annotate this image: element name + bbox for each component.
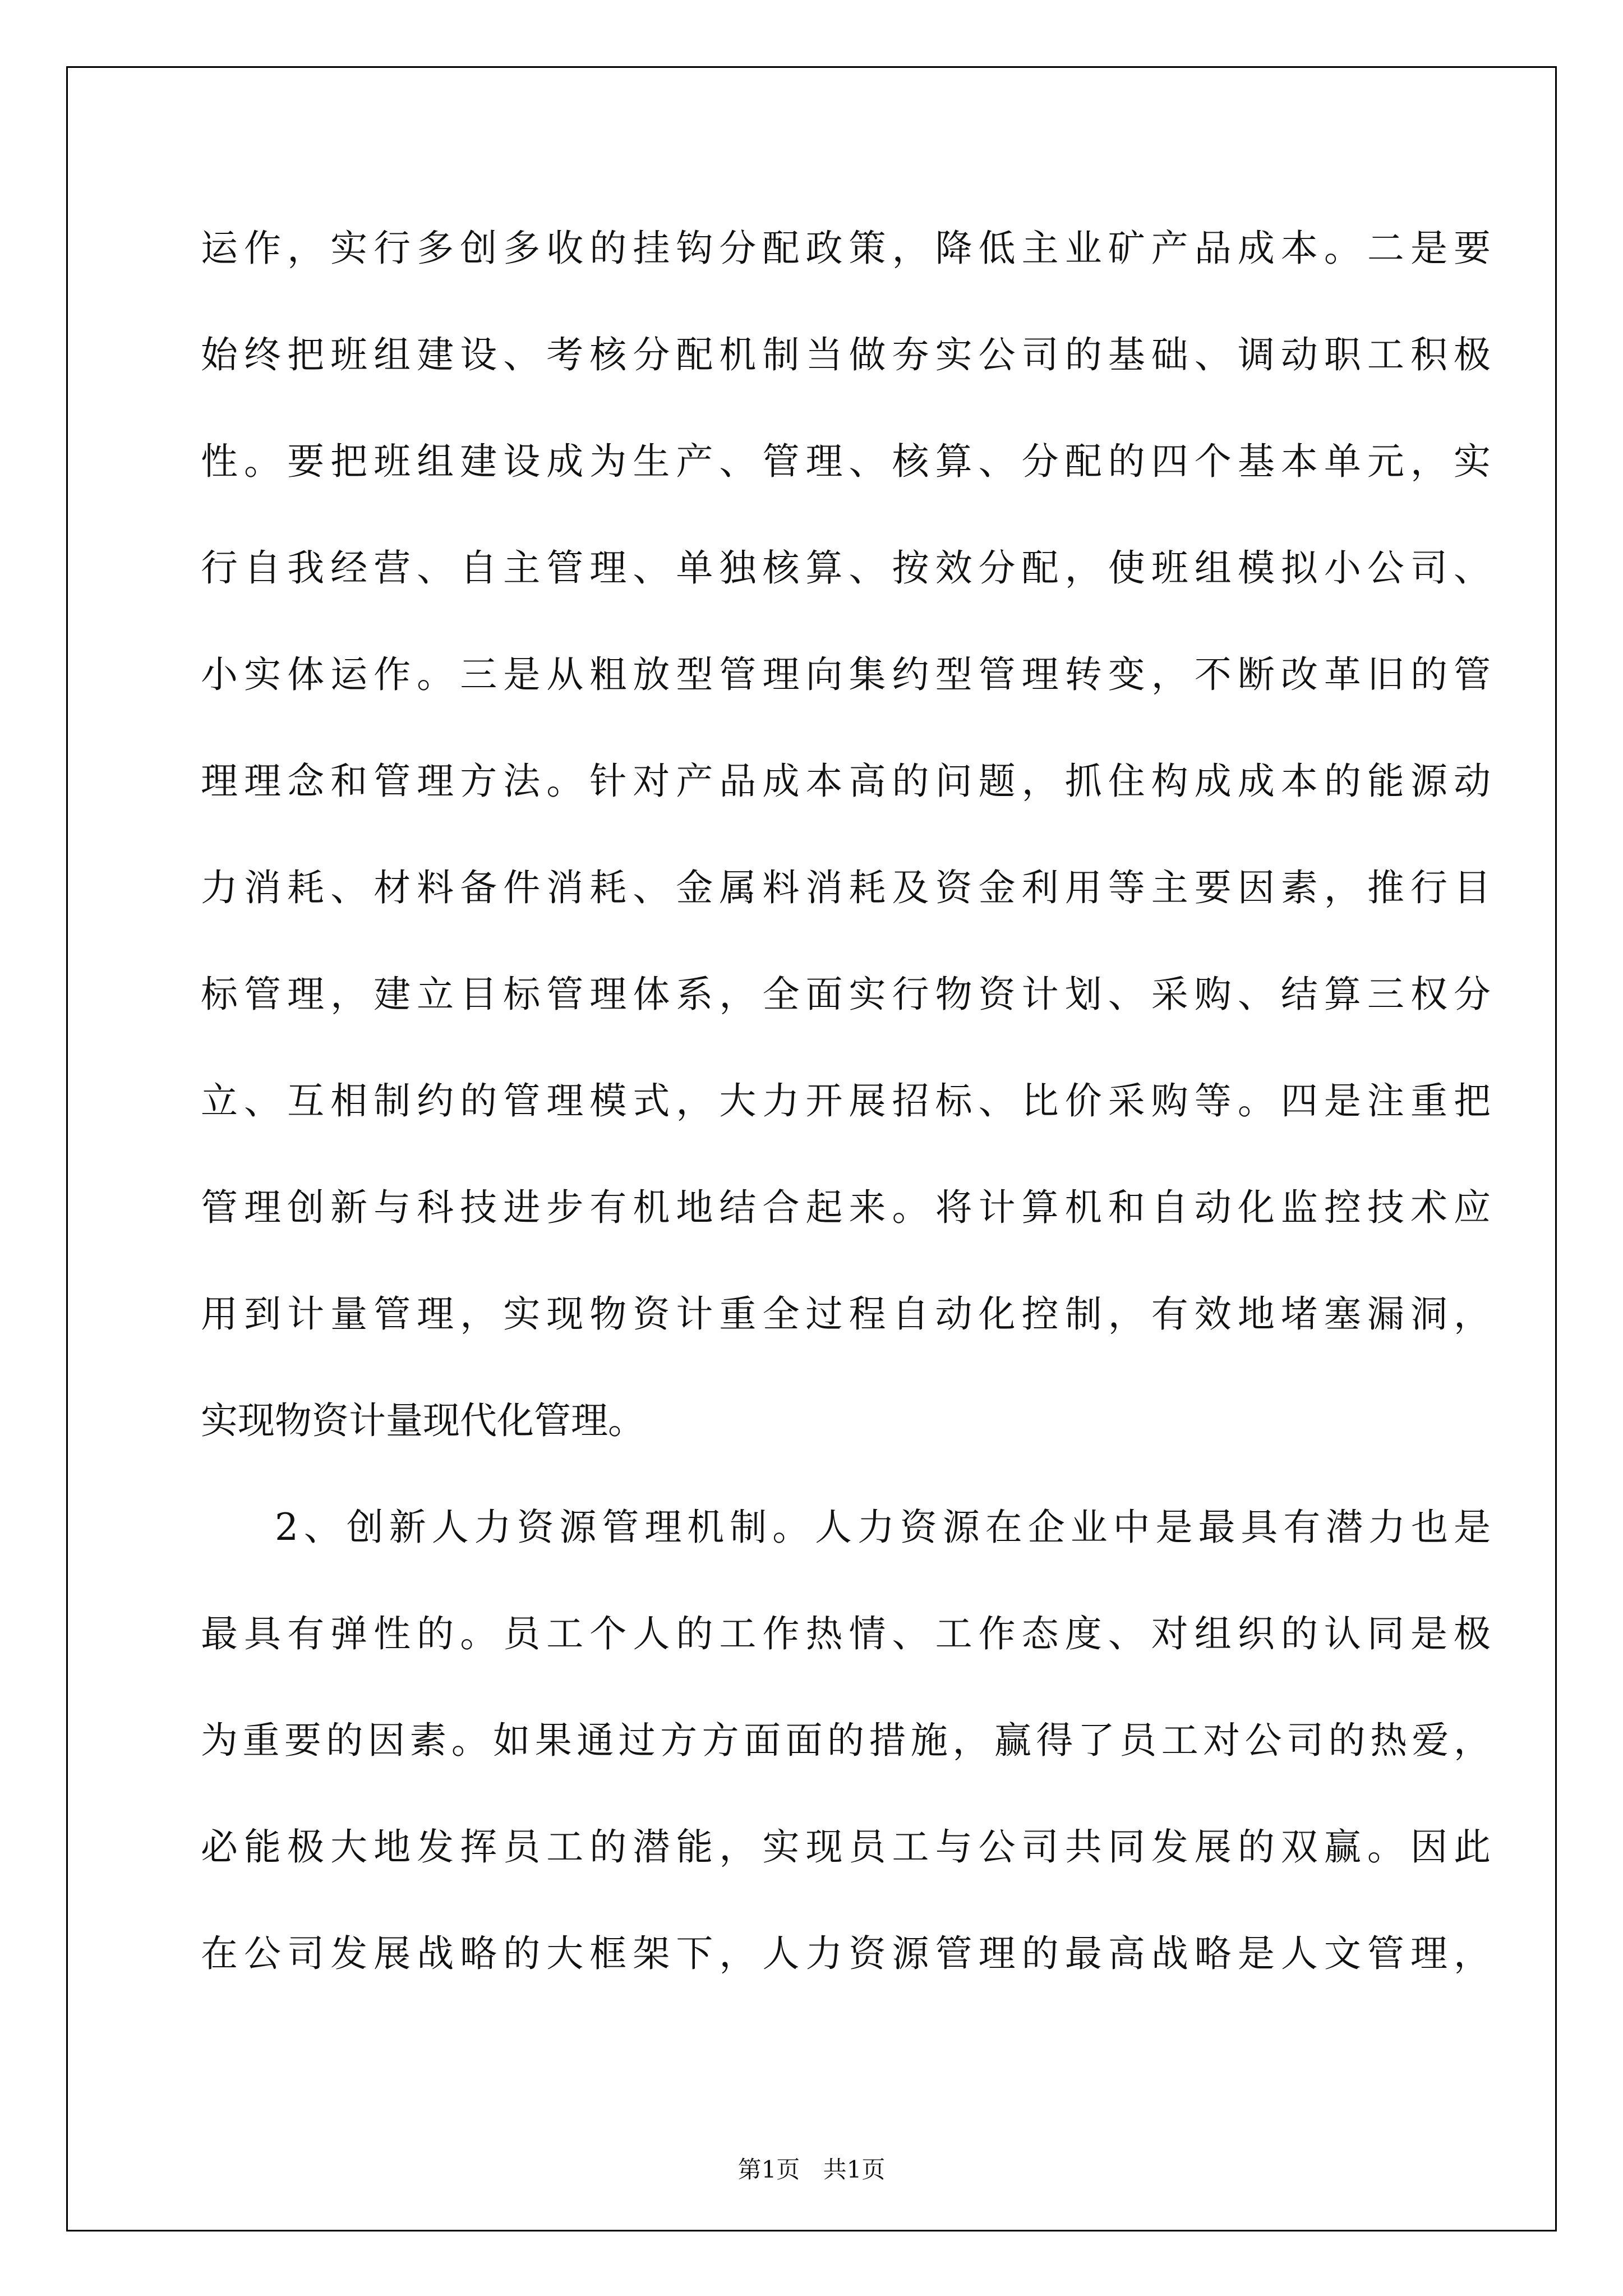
text-line: 为重要的因素。如果通过方方面面的措施，赢得了员工对公司的热爱，: [201, 1719, 1491, 1762]
page-footer: [0, 2151, 1623, 2185]
paragraph-start-line: 2、创新人力资源管理机制。人力资源在企业中是最具有潜力也是: [275, 1506, 1491, 1549]
document-body: [201, 206, 1491, 2018]
text-line: 性。要把班组建设成为生产、管理、核算、分配的四个基本单元，实: [201, 440, 1491, 483]
text-line: 小实体运作。三是从粗放型管理向集约型管理转变，不断改革旧的管: [201, 653, 1491, 696]
text-line: 始终把班组建设、考核分配机制当做夯实公司的基础、调动职工积极: [201, 333, 1491, 376]
text-line: 立、互相制约的管理模式，大力开展招标、比价采购等。四是注重把: [201, 1079, 1491, 1122]
text-line: 管理创新与科技进步有机地结合起来。将计算机和自动化监控技术应: [201, 1186, 1491, 1229]
page-number: 第1页: [737, 2156, 800, 2183]
text-line: 行自我经营、自主管理、单独核算、按效分配，使班组模拟小公司、: [201, 546, 1491, 590]
text-line: 在公司发展战略的大框架下，人力资源管理的最高战略是人文管理，: [201, 1932, 1491, 1975]
page-total: 共1页: [823, 2156, 886, 2183]
text-line: 运作，实行多创多收的挂钩分配政策，降低主业矿产品成本。二是要: [201, 227, 1491, 270]
text-line: 必能极大地发挥员工的潜能，实现员工与公司共同发展的双赢。因此: [201, 1825, 1491, 1869]
text-line: 理理念和管理方法。针对产品成本高的问题，抓住构成成本的能源动: [201, 760, 1491, 803]
text-line: 力消耗、材料备件消耗、金属料消耗及资金利用等主要因素，推行目: [201, 866, 1491, 909]
text-line: 标管理，建立目标管理体系，全面实行物资计划、采购、结算三权分: [201, 973, 1491, 1016]
text-line: 实现物资计量现代化管理。: [201, 1399, 645, 1442]
text-line: 用到计量管理，实现物资计重全过程自动化控制，有效地堵塞漏洞，: [201, 1292, 1491, 1336]
text-line: 最具有弹性的。员工个人的工作热情、工作态度、对组织的认同是极: [201, 1612, 1491, 1655]
